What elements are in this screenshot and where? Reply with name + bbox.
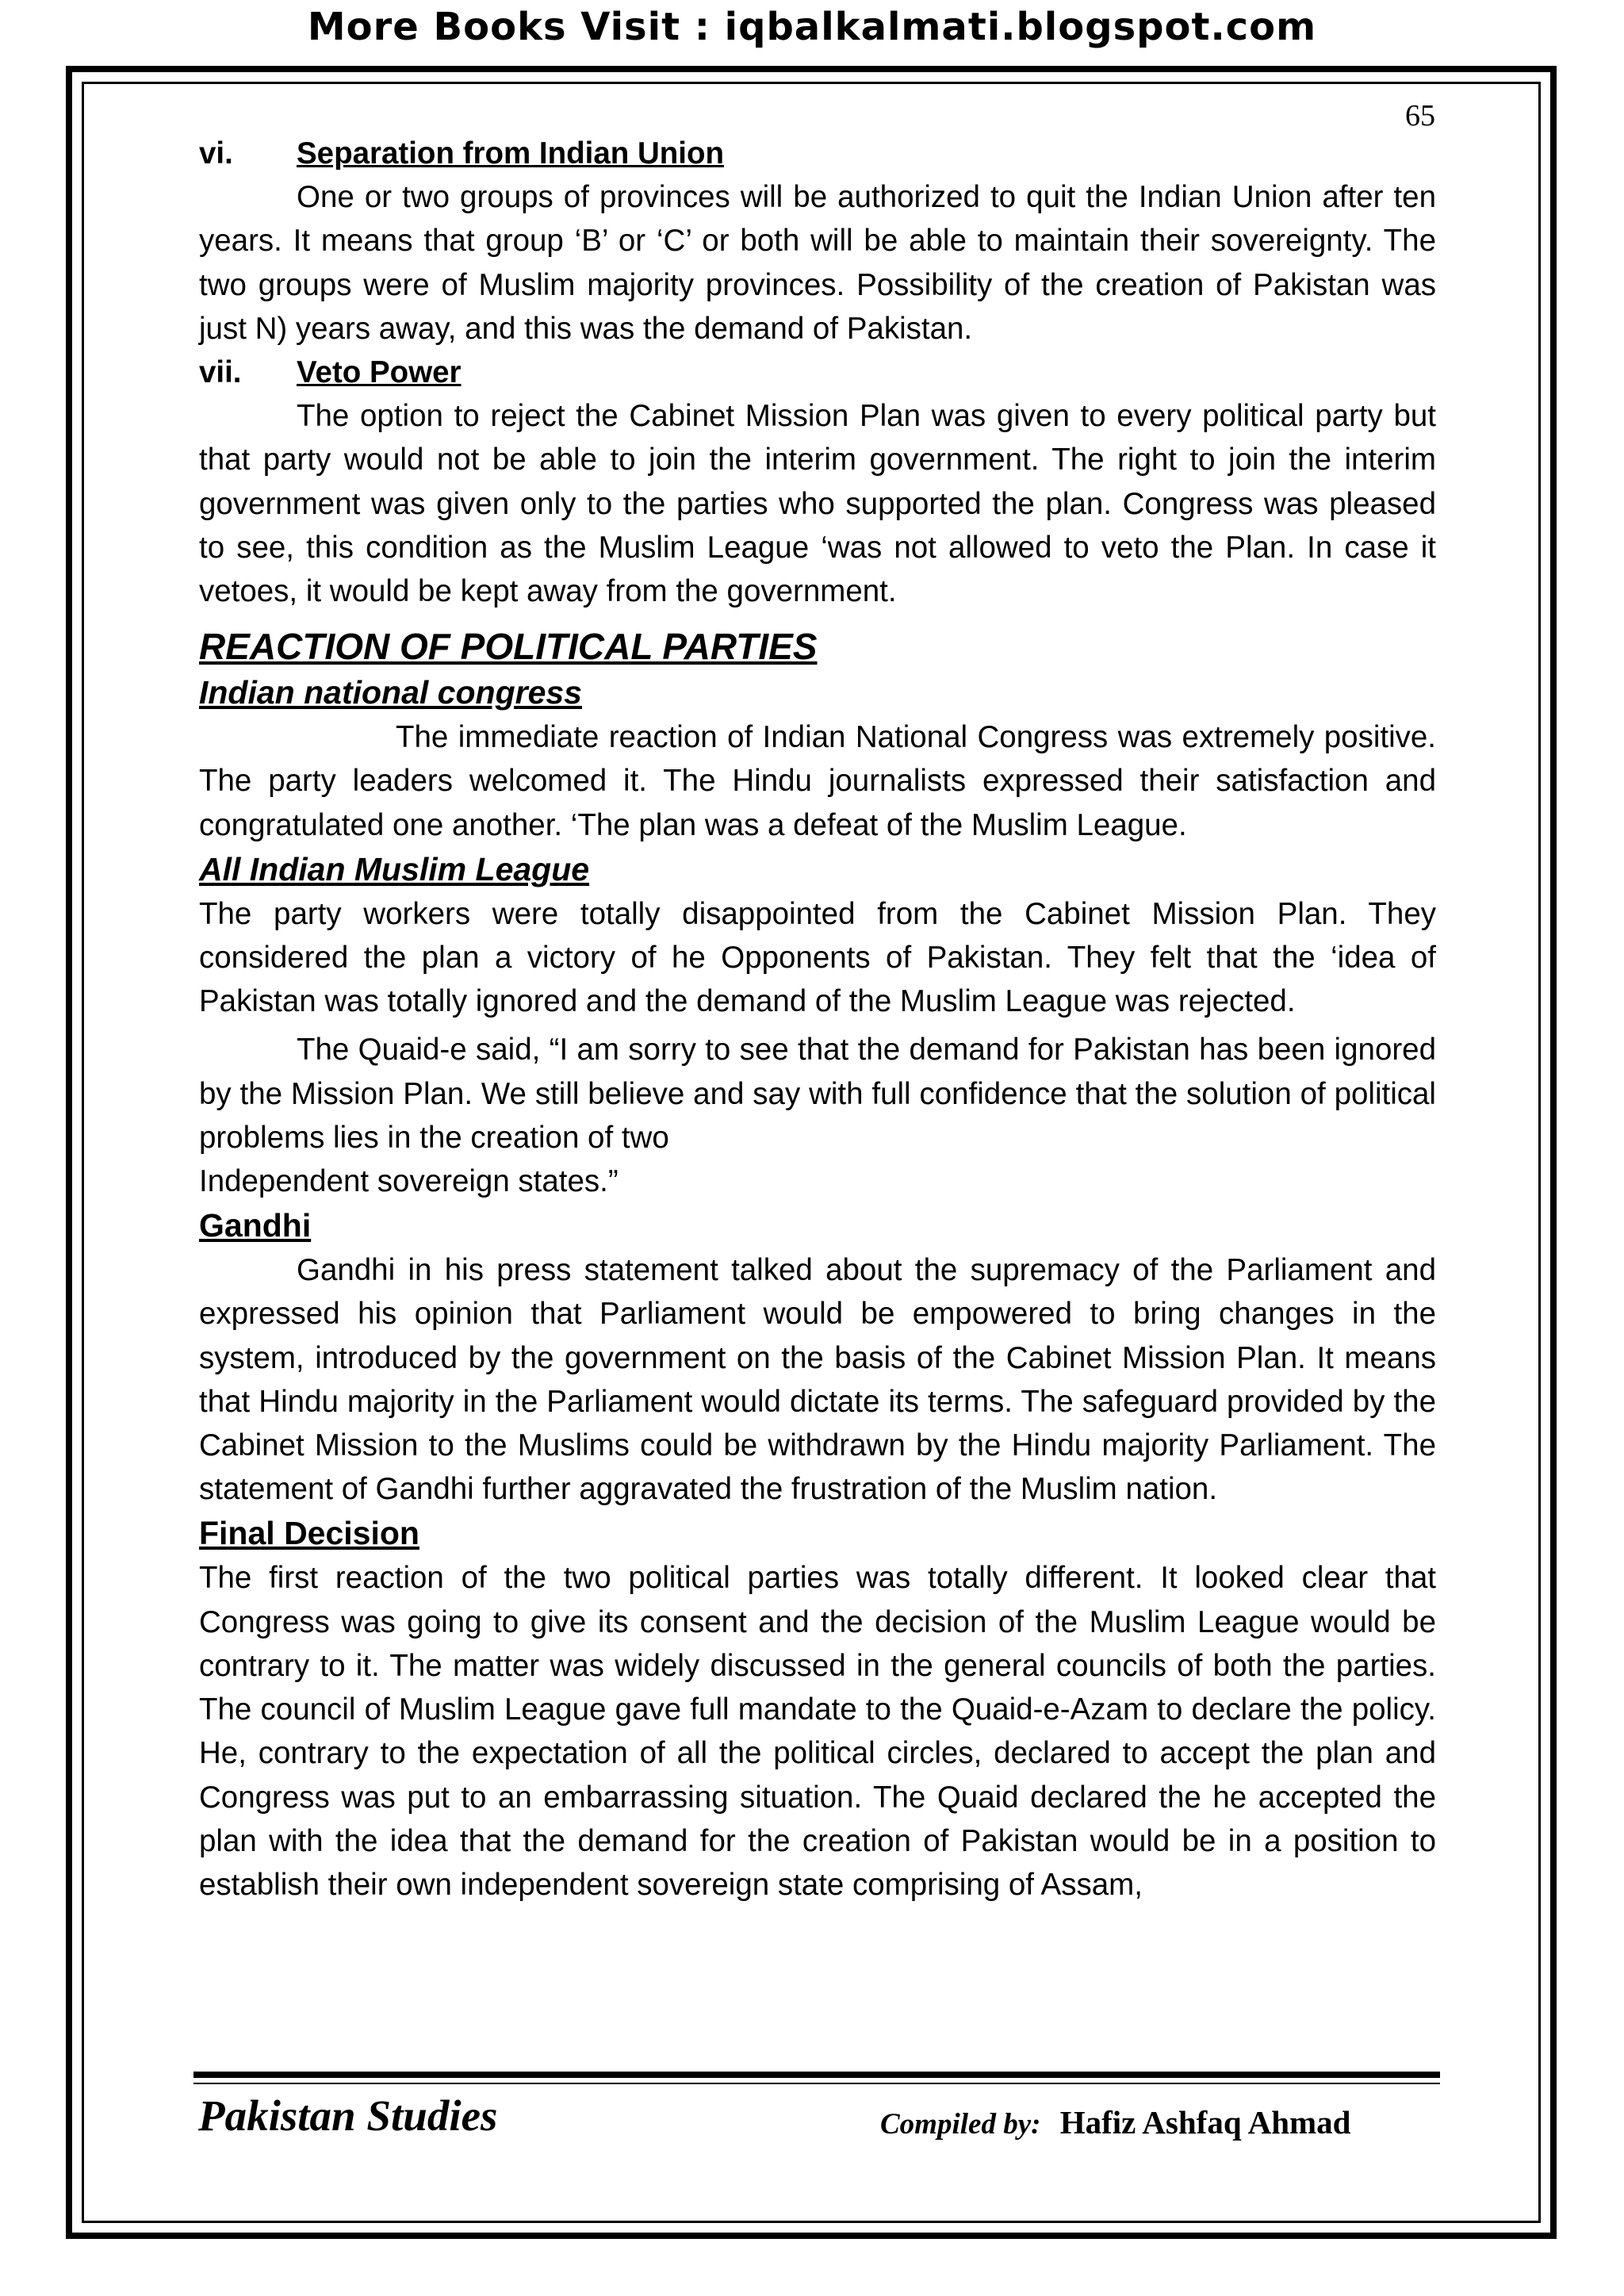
section-heading-vii [199,351,1436,394]
site-banner: More Books Visit : iqbalkalmati.blogspot.com [307,5,1317,49]
section-number: vii. [199,355,242,390]
paragraph: The immediate reaction of Indian National Congress was extremely positive. The party leaders welcomed it. The Hindu journalists expressed their satisfaction and congratulated one another. ‘The plan was a defeat of the Muslim League. [199,720,1436,842]
final-decision-heading: Final Decision [199,1515,419,1552]
reaction-heading: REACTION OF POLITICAL PARTIES [199,626,818,668]
paragraph: One or two groups of provinces will be authorized to quit the Indian Union after ten years. It means that group ‘B’ or ‘C’ or both will be able to maintain their sovereignty. The two groups were of Muslim majority provinces. Possibility of the creation of Pakistan was just N) years away, and this was the demand of Pakistan. [199,180,1436,346]
footer-rule-thick [193,2072,1440,2078]
league-heading: All Indian Muslim League [199,850,590,887]
section-heading-vi [199,132,1436,175]
section-title: Veto Power [297,355,462,390]
gandhi-heading: Gandhi [199,1207,312,1244]
footer-book-title: Pakistan Studies [198,2091,498,2140]
paragraph: The Quaid-e said, “I am sorry to see that the demand for Pakistan has been ignored by the Mission Plan. We still believe and say with full confidence that the solution of political problems lies in the creation of two [199,1033,1436,1155]
page-body [199,132,1436,1907]
paragraph: Gandhi in his press statement talked about the supremacy of the Parliament and expressed his opinion that Parliament would be empowered to bring changes in the system, introduced by the government on the basis of the Cabinet Mission Plan. It means that Hindu majority in the Parliament would dictate its terms. The safeguard provided by the Cabinet Mission to the Muslims could be withdrawn by the Hindu majority Parliament. The statement of Gandhi further aggravated the frustration of the Muslim nation. [199,1253,1436,1507]
paragraph: The party workers were totally disappointed from the Cabinet Mission Plan. They considered the plan a victory of he Opponents of Pakistan. They felt that the ‘idea of Pakistan was totally ignored and the demand of the Muslim League was rejected. [199,896,1436,1019]
footer-rule-thin [193,2083,1440,2084]
paragraph: The option to reject the Cabinet Mission Plan was given to every political party but that party would not be able to join the interim government. The right to join the interim government was given only to the parties who supported the plan. Congress was pleased to see, this condition as the Muslim League ‘was not allowed to veto the Plan. In case it vetoes, it would be kept away from the government. [199,399,1436,609]
paragraph: The first reaction of the two political parties was totally different. It looked clear that Congress was going to give its consent and the decision of the Muslim League would be contrary to it. The matter was widely discussed in the general councils of both the parties. The council of Muslim League gave full mandate to the Quaid-e-Azam to declare the policy. He, contrary to the expectation of all the political circles, declared to accept the plan and Congress was put to an embarrassing situation. The Quaid declared the he accepted the plan with the idea that the demand for the creation of Pakistan would be in a position to establish their own independent sovereign state comprising of Assam, [199,1561,1436,1902]
compiled-by-label: Compiled by: [880,2108,1041,2141]
section-number: vi. [199,136,233,171]
congress-heading: Indian national congress [199,674,582,711]
page-number: 65 [1405,99,1435,132]
paragraph: Independent sovereign states.” [199,1164,619,1199]
footer-credit [880,2103,1351,2141]
author-name: Hafiz Ashfaq Ahmad [1059,2104,1351,2141]
section-title: Separation from Indian Union [297,136,725,171]
